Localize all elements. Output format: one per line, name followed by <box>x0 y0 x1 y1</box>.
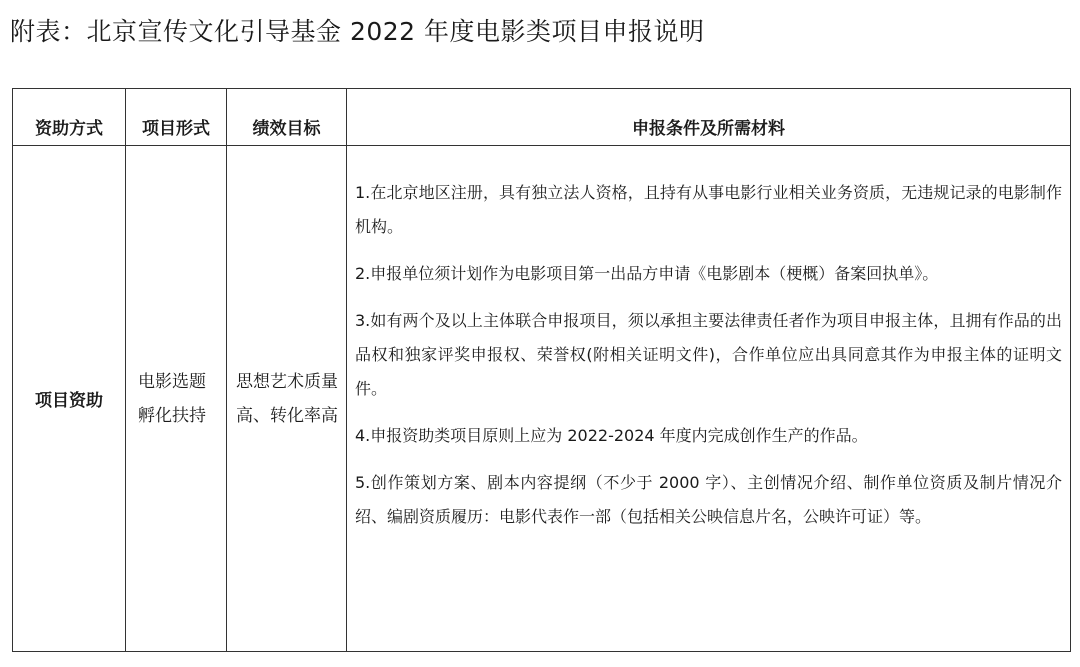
cell-performance-goal: 思想艺术质量高、转化率高 <box>227 146 347 652</box>
table-row <box>13 146 1071 652</box>
cell-requirements <box>347 146 1071 652</box>
cell-project-form: 电影选题孵化扶持 <box>126 146 227 652</box>
table-header-row <box>13 89 1071 146</box>
document-title: 附表：北京宣传文化引导基金 2022 年度电影类项目申报说明 <box>10 17 705 46</box>
application-table <box>12 88 1071 652</box>
requirement-item: 1.在北京地区注册，具有独立法人资格，且持有从事电影行业相关业务资质，无违规记录的电影制作机构。 <box>355 183 1062 236</box>
requirement-item: 4.申报资助类项目原则上应为 2022-2024 年度内完成创作生产的作品。 <box>355 426 868 445</box>
cell-funding-mode: 项目资助 <box>13 146 126 652</box>
requirement-item: 5.创作策划方案、剧本内容提纲（不少于 2000 字）、主创情况介绍、制作单位资质及制片情况介绍、编剧资质履历：电影代表作一部（包括相关公映信息片名，公映许可证）等。 <box>355 473 1062 526</box>
header-project-form: 项目形式 <box>126 89 227 146</box>
requirement-item: 2.申报单位须计划作为电影项目第一出品方申请《电影剧本（梗概）备案回执单》。 <box>355 264 939 283</box>
header-requirements: 申报条件及所需材料 <box>347 89 1071 146</box>
header-performance-goal: 绩效目标 <box>227 89 347 146</box>
header-funding-mode: 资助方式 <box>13 89 126 146</box>
requirement-item: 3.如有两个及以上主体联合申报项目，须以承担主要法律责任者作为项目申报主体，且拥有作品的出品权和独家评奖申报权、荣誉权(附相关证明文件)，合作单位应出具同意其作为申报主体的证明文件。 <box>355 311 1062 398</box>
